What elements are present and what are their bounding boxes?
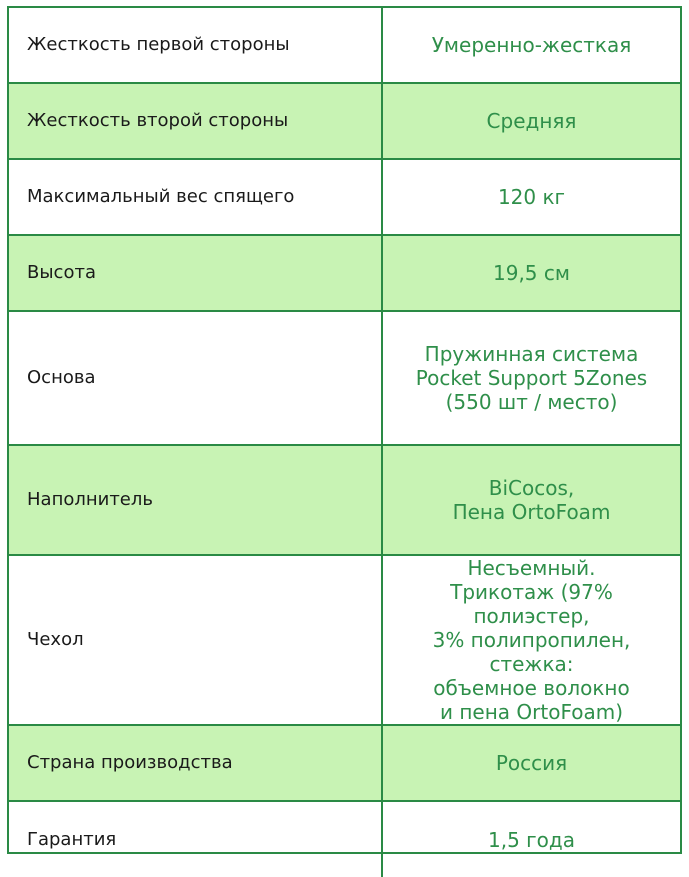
value-line: Пружинная система: [424, 342, 639, 366]
value-line: (550 шт / место): [445, 390, 618, 414]
value-line: Пена OrtoFoam: [452, 500, 611, 524]
row-label: Основа: [9, 311, 382, 445]
row-label: Жесткость второй стороны: [9, 83, 382, 159]
value-line: Pocket Support 5Zones: [415, 366, 648, 390]
table-row-max-weight: [9, 159, 680, 235]
row-value: [382, 8, 680, 83]
value-line: Трикотаж (97% полиэстер,: [450, 580, 613, 628]
table-row-firmness-side-1: [9, 8, 680, 83]
row-value: [382, 725, 680, 801]
value-line: 3% полипропилен, стежка:: [432, 628, 631, 676]
table-row-country: [9, 725, 680, 801]
spec-table: [9, 8, 680, 877]
row-value: [382, 445, 680, 555]
value-line: Несъемный.: [467, 556, 596, 580]
table-row-height: [9, 235, 680, 311]
row-label: Максимальный вес спящего: [9, 159, 382, 235]
value-line: 19,5 см: [493, 261, 570, 285]
value-line: Умеренно-жесткая: [431, 33, 632, 57]
row-value: [382, 311, 680, 445]
value-line: и пена OrtoFoam): [439, 700, 624, 724]
row-label: Жесткость первой стороны: [9, 8, 382, 83]
value-line: Средняя: [486, 109, 577, 133]
table-row-base: [9, 311, 680, 445]
row-value: [382, 555, 680, 725]
row-label: Наполнитель: [9, 445, 382, 555]
row-value: [382, 83, 680, 159]
spec-table-container: [7, 6, 682, 854]
value-line: объемное волокно: [433, 676, 630, 700]
row-value: [382, 801, 680, 877]
table-row-warranty: [9, 801, 680, 877]
table-row-filling: [9, 445, 680, 555]
table-row-cover: [9, 555, 680, 725]
value-line: Россия: [495, 751, 568, 775]
value-line: 120 кг: [497, 185, 566, 209]
value-line: 1,5 года: [488, 827, 575, 852]
row-label: Высота: [9, 235, 382, 311]
row-label: Страна производства: [9, 725, 382, 801]
row-label: Чехол: [9, 555, 382, 725]
row-value: [382, 235, 680, 311]
row-value: [382, 159, 680, 235]
table-row-firmness-side-2: [9, 83, 680, 159]
row-label: Гарантия: [9, 801, 382, 877]
value-line: BiCocos,: [488, 476, 575, 500]
